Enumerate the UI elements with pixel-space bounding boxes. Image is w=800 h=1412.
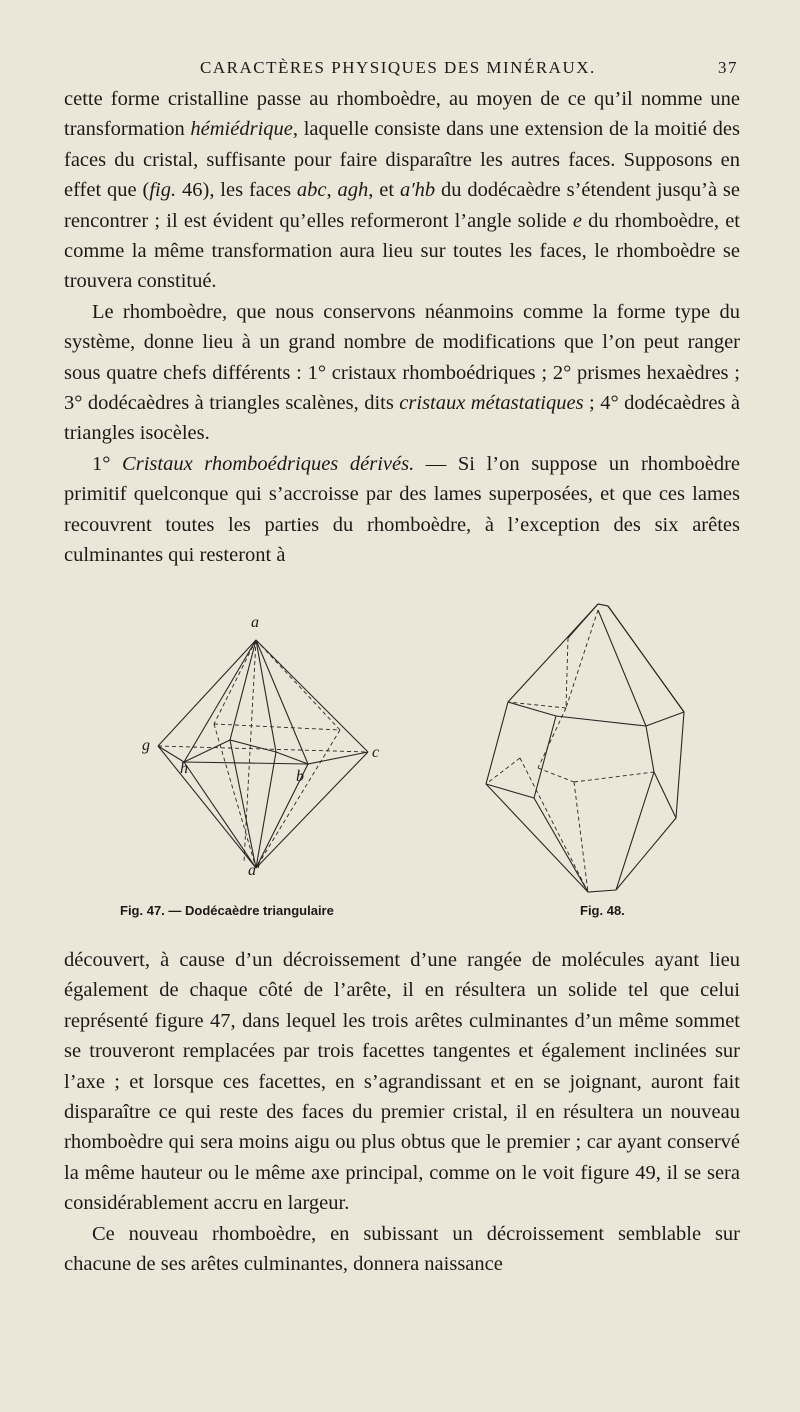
text-run: ; 4° dodécaèdres à triangles isocèles. bbox=[64, 392, 740, 445]
text-run: du rhomboèdre, et comme la même transformation aura lieu sur toutes les faces, le rhomboèdre se trouvera constitué. bbox=[64, 209, 741, 293]
vertex-label-h: h bbox=[180, 760, 188, 777]
figure-48-rhombohedron bbox=[478, 598, 710, 900]
text-run: Le rhomboèdre, que nous conservons néanmoins comme la forme type du système, donne lieu à un grand nombre de modifications que l’on peut ranger sous quatre chefs différents : 1° cristaux rhomboédriques ; 2° prismes hexaèdres ; 3° dodécaèdres à triangles scalènes, dits bbox=[64, 300, 740, 415]
italic-run: abc bbox=[296, 179, 327, 202]
paragraph bbox=[64, 84, 740, 297]
running-title: CARACTÈRES PHYSIQUES DES MINÉRAUX. bbox=[200, 58, 596, 77]
text-run: , et bbox=[368, 179, 400, 202]
paragraph bbox=[64, 1219, 740, 1280]
text-run: , laquelle consiste dans une extension de la moitié des faces du cristal, suffisante pour faire disparaître les autres faces. Supposons en effet que ( bbox=[64, 118, 740, 202]
body-text-top bbox=[64, 84, 740, 571]
italic-run: hémiédrique bbox=[190, 118, 293, 141]
figure-47-dodecahedron bbox=[140, 612, 390, 882]
italic-run: a′hb bbox=[399, 179, 436, 202]
vertex-label-g: g bbox=[142, 737, 150, 754]
vertex-label-c: c bbox=[372, 744, 380, 761]
body-text-bottom bbox=[64, 945, 740, 1279]
text-run: — Si l’on suppose un rhomboèdre primitif quelconque qui s’accroisse par des lames superposées, et que ces lames recouvrent toutes les parties du rhomboèdre, à l’exception des six arêtes culminantes qui resteront à bbox=[64, 452, 740, 567]
text-run: cette forme cristalline passe au rhomboèdre, au moyen de ce qu’il nomme une transformation bbox=[64, 88, 740, 141]
italic-run: fig. bbox=[149, 179, 177, 202]
paragraph bbox=[64, 297, 740, 449]
vertex-label-a: a bbox=[251, 614, 259, 631]
text-run: 46), les faces bbox=[176, 179, 297, 202]
figure-48-caption: Fig. 48. bbox=[580, 903, 625, 918]
italic-run: Cristaux rhomboédriques dérivés. bbox=[122, 452, 415, 475]
paragraph bbox=[64, 945, 740, 1219]
italic-run: agh bbox=[337, 179, 369, 202]
text-run: 1° bbox=[92, 452, 123, 475]
vertex-label-a-prime: a′ bbox=[248, 862, 260, 879]
text-run: découvert, à cause d’un décroissement d’une rangée de molécules ayant lieu également de chaque côté de l’arête, il en résultera un solide tel que celui représenté figure 47, dans lequel les trois arêtes culminantes d’un même sommet se trouveront remplacées par trois facettes tangentes et également inclinées sur l’axe ; et lorsque ces facettes, en s’agrandissant et en se joignant, auront fait disparaître ce qui reste des faces du premier cristal, il en résultera un nouveau rhomboèdre qui sera moins aigu ou plus obtus que le premier ; car ayant conservé la même hauteur ou le même axe principal, comme on le voit figure 49, il se sera considérablement accru en largeur. bbox=[64, 949, 740, 1215]
italic-run: cristaux métastatiques bbox=[399, 392, 584, 415]
figure-47-caption: Fig. 47. — Dodécaèdre triangulaire bbox=[120, 903, 334, 918]
italic-run: e bbox=[572, 209, 582, 232]
vertex-label-b: b bbox=[296, 768, 304, 785]
text-run: Ce nouveau rhomboèdre, en subissant un décroissement semblable sur chacune de ses arêtes culminantes, donnera naissance bbox=[64, 1222, 740, 1276]
text-run: du dodécaèdre s’étendent jusqu’à se rencontrer ; il est évident qu’elles reformeront l’angle solide bbox=[64, 179, 740, 232]
paragraph bbox=[64, 449, 740, 571]
text-run: , bbox=[326, 179, 338, 202]
page-header bbox=[0, 52, 800, 82]
page-number: 37 bbox=[718, 58, 738, 77]
